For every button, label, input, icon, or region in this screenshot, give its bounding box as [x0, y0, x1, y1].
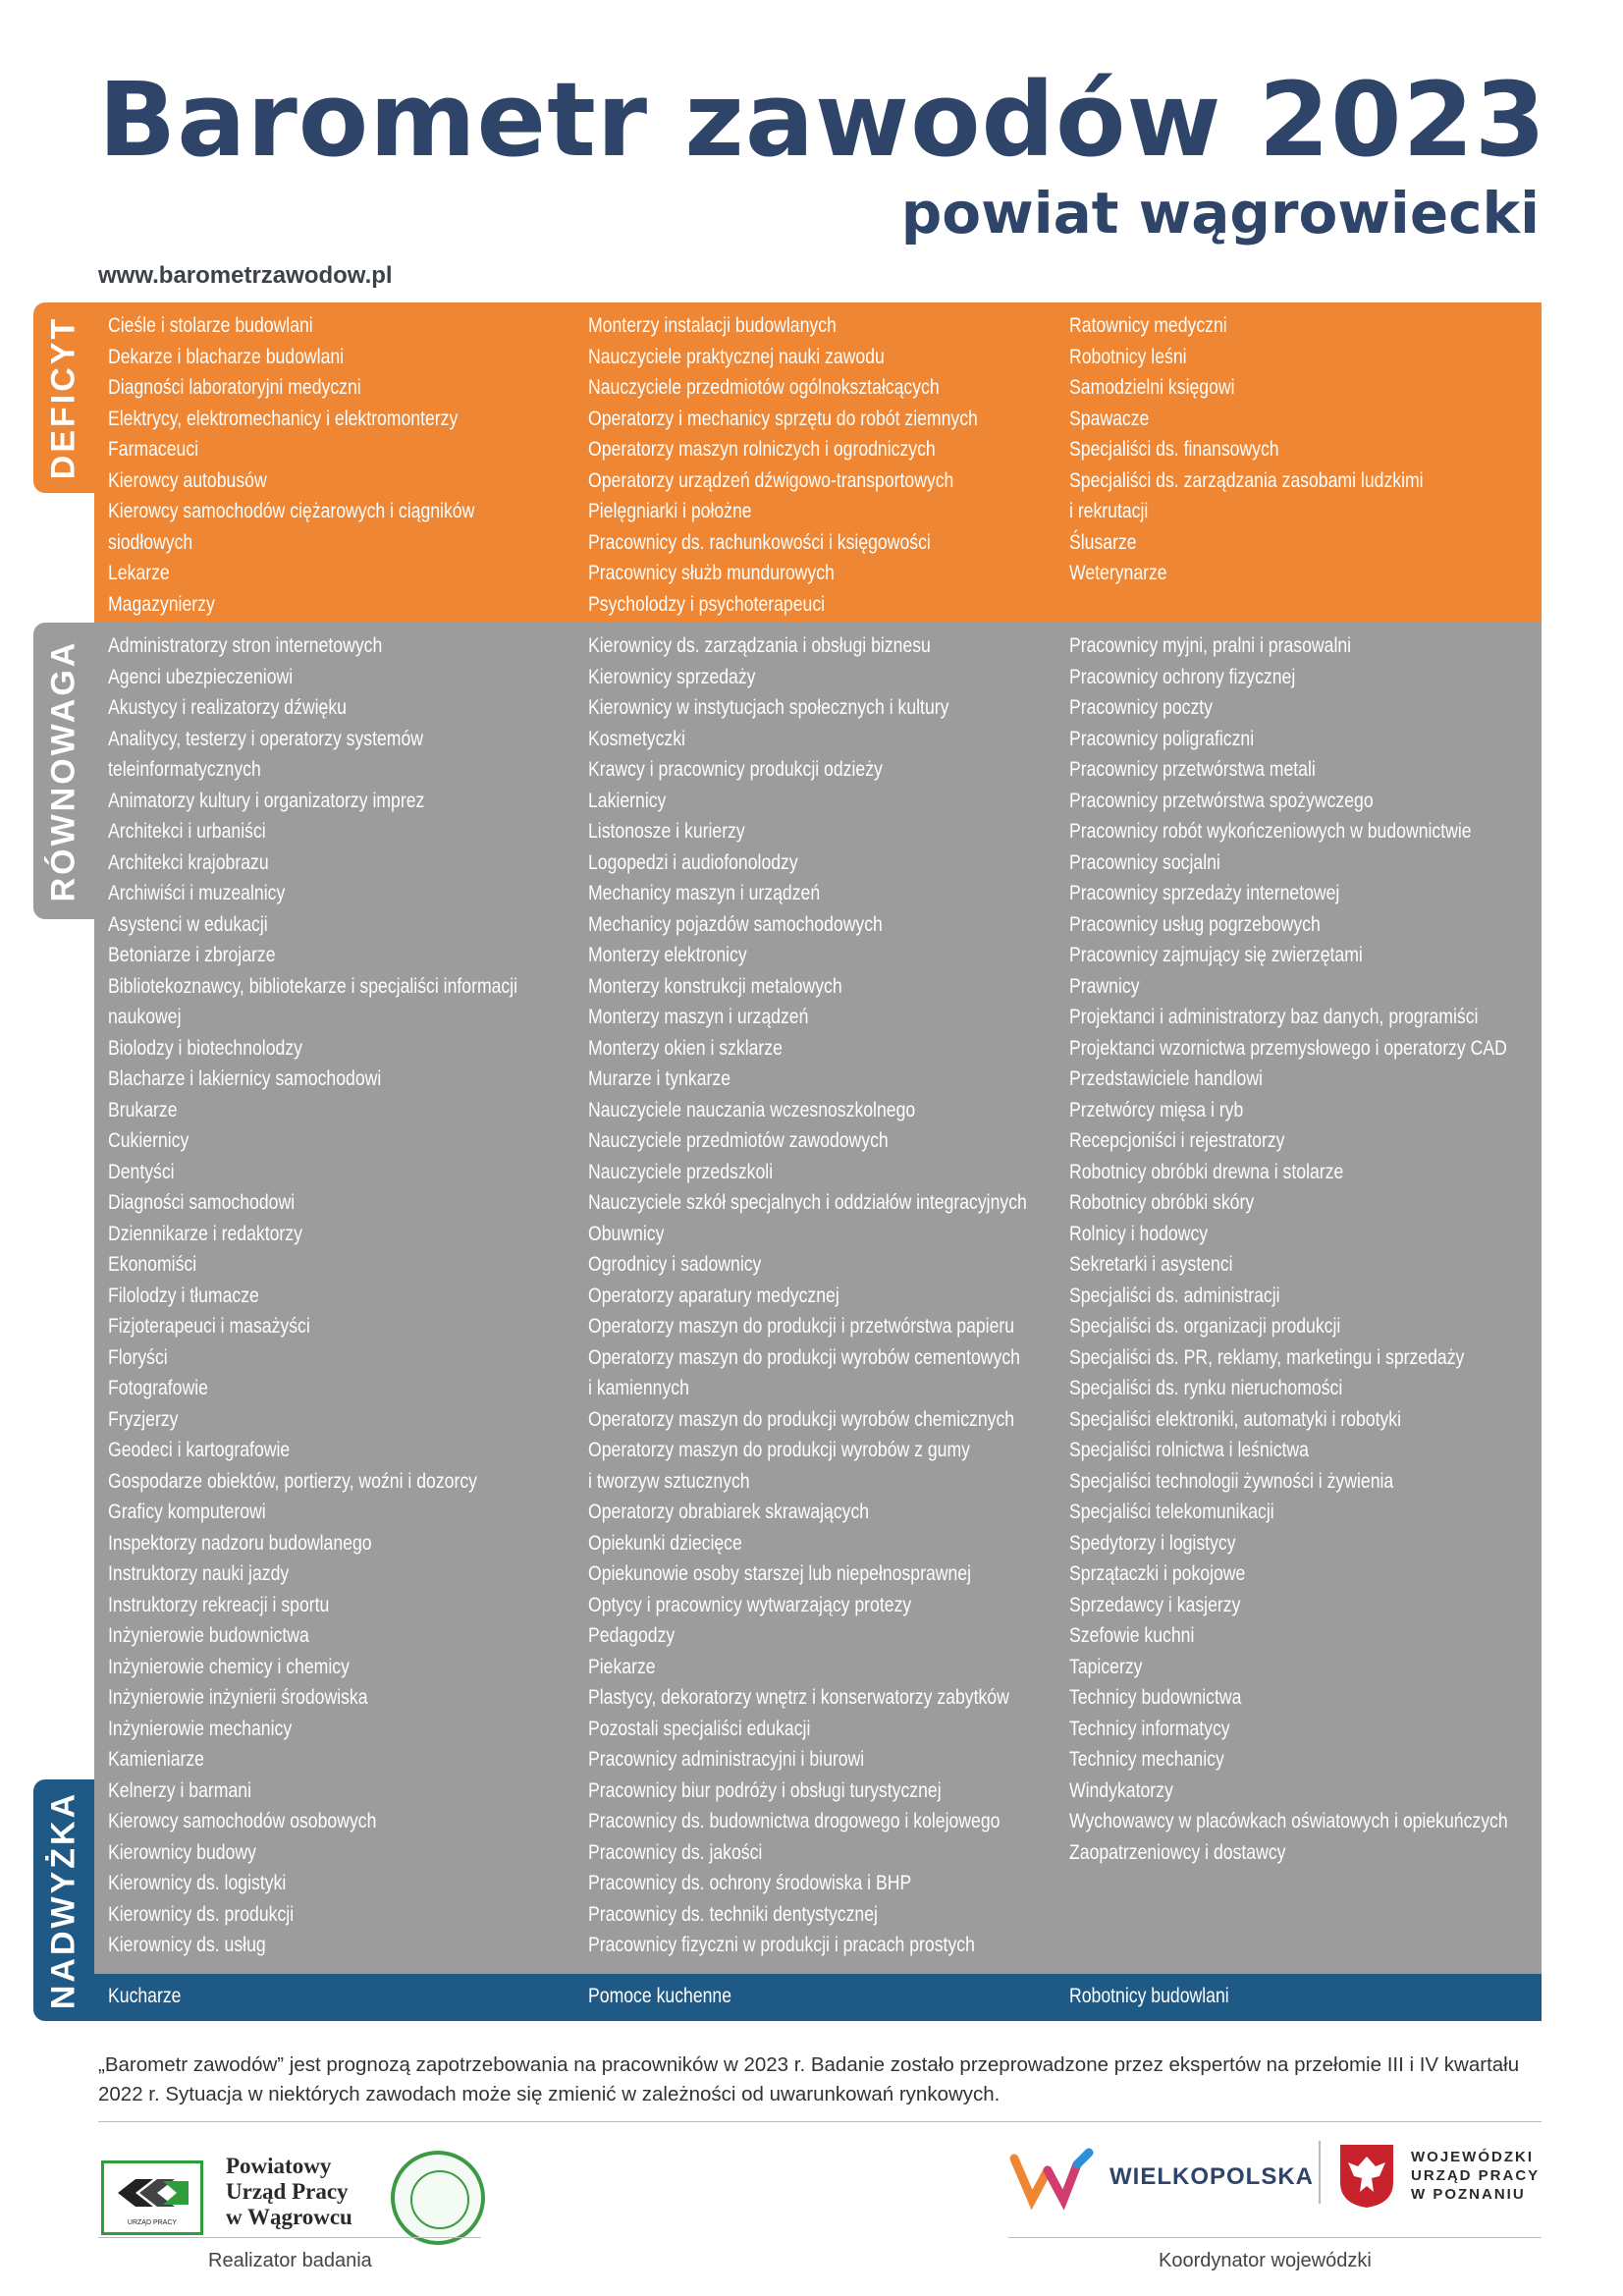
occupation-item: Monterzy konstrukcji metalowych — [588, 973, 842, 998]
deficyt-column-3 — [1069, 310, 1501, 589]
occupation-item: Operatorzy maszyn do produkcji wyrobów z gumy — [588, 1438, 971, 1461]
occupation-item: Bibliotekoznawcy, bibliotekarze i specjaliści informacji — [108, 973, 518, 998]
wup-name — [1411, 2148, 1540, 2204]
occupation-item: Kucharze — [108, 1984, 182, 2007]
pup-name-line-2: Urząd Pracy — [226, 2179, 349, 2204]
occupation-item: Pracownicy socjalni — [1069, 849, 1220, 874]
occupation-item: Operatorzy maszyn do produkcji wyrobów chemicznych — [588, 1406, 1015, 1431]
occupation-item: Operatorzy urządzeń dźwigowo-transportowych — [588, 467, 954, 492]
occupation-item: Brukarze — [108, 1097, 178, 1121]
nadwyzka-section — [94, 1974, 1542, 2021]
occupation-item: Pracownicy biur podróży i obsługi turystycznej — [588, 1777, 942, 1802]
occupation-item: Architekci i urbaniści — [108, 819, 266, 843]
nadwyzka-column-2 — [588, 1981, 763, 2012]
occupation-item: Monterzy maszyn i urządzeń — [588, 1005, 809, 1028]
eagle-emblem-icon — [1338, 2143, 1395, 2210]
occupation-item: Specjaliści ds. administracji — [1069, 1283, 1280, 1307]
occupation-item: Monterzy instalacji budowlanych — [588, 313, 837, 337]
occupation-item: Kierownicy sprzedaży — [588, 664, 756, 688]
occupation-item: Pracownicy usług pogrzebowych — [1069, 911, 1321, 936]
occupation-item: i kamiennych — [588, 1376, 689, 1399]
pup-logo — [101, 2160, 203, 2235]
occupation-item: Pracownicy fizyczni w produkcji i pracach prostych — [588, 1933, 975, 1956]
occupation-item: Specjaliści elektroniki, automatyki i robotyki — [1069, 1406, 1402, 1431]
occupation-item: Prawnicy — [1069, 973, 1140, 998]
rownowaga-section — [94, 623, 1542, 1974]
occupation-item: Inżynierowie inżynierii środowiska — [108, 1685, 368, 1709]
occupation-item: Fizjoterapeuci i masażyści — [108, 1314, 310, 1338]
occupation-item: Operatorzy maszyn rolniczych i ogrodniczych — [588, 437, 936, 461]
occupation-item: Operatorzy aparatury medycznej — [588, 1283, 839, 1307]
occupation-item: Przetwórcy mięsa i ryb — [1069, 1097, 1244, 1121]
occupation-item: teleinformatycznych — [108, 757, 261, 781]
website-url[interactable]: www.barometrzawodow.pl — [98, 262, 393, 289]
occupation-item: Geodeci i kartografowie — [108, 1438, 291, 1461]
occupation-item: Nauczyciele nauczania wczesnoszkolnego — [588, 1097, 916, 1121]
page-subtitle: powiat wągrowiecki — [900, 180, 1540, 246]
occupation-item: Dziennikarze i redaktorzy — [108, 1221, 302, 1245]
occupation-item: Fotografowie — [108, 1376, 208, 1399]
occupation-item: Inspektorzy nadzoru budowlanego — [108, 1530, 372, 1555]
occupation-item: Pracownicy robót wykończeniowych w budownictwie — [1069, 819, 1472, 843]
occupation-item: Specjaliści ds. zarządzania zasobami ludzkimi — [1069, 467, 1424, 492]
occupation-item: Nauczyciele przedmiotów zawodowych — [588, 1128, 889, 1152]
occupation-item: Pracownicy poczty — [1069, 695, 1213, 719]
occupation-item: Diagności samochodowi — [108, 1190, 296, 1214]
occupation-item: Ratownicy medyczni — [1069, 313, 1227, 337]
rownowaga-column-1 — [108, 630, 608, 1961]
occupation-item: Optycy i pracownicy wytwarzający protezy — [588, 1592, 912, 1616]
wup-name-line-2: URZĄD PRACY — [1411, 2167, 1541, 2184]
occupation-item: Kierownicy ds. usług — [108, 1933, 266, 1956]
occupation-item: Wychowawcy w placówkach oświatowych i opiekuńczych — [1069, 1809, 1508, 1832]
occupation-item: Sekretarki i asystenci — [1069, 1252, 1233, 1276]
occupation-item: Pracownicy myjni, pralni i prasowalni — [1069, 633, 1352, 657]
occupation-item: Projektanci wzornictwa przemysłowego i operatorzy CAD — [1069, 1035, 1507, 1060]
occupation-item: Technicy budownictwa — [1069, 1685, 1242, 1709]
occupation-item: Pracownicy ochrony fizycznej — [1069, 664, 1296, 688]
occupation-item: Obuwnicy — [588, 1221, 665, 1245]
occupation-item: Pracownicy administracyjni i biurowi — [588, 1747, 865, 1771]
occupation-item: Kierownicy budowy — [108, 1839, 256, 1864]
occupation-item: Betoniarze i zbrojarze — [108, 943, 276, 966]
occupation-item: Kierowcy samochodów ciężarowych i ciągników — [108, 499, 475, 522]
occupation-item: Agenci ubezpieczeniowi — [108, 664, 294, 688]
occupation-item: Dentyści — [108, 1159, 175, 1183]
occupation-item: Fryzjerzy — [108, 1406, 179, 1431]
pup-name-line-1: Powiatowy — [226, 2154, 332, 2178]
nadwyzka-column-3 — [1069, 1981, 1264, 2012]
occupation-item: Opiekunowie osoby starszej lub niepełnosprawnej — [588, 1561, 972, 1585]
occupation-item: Spawacze — [1069, 406, 1150, 430]
occupation-item: Piekarze — [588, 1654, 656, 1678]
nadwyzka-column-1 — [108, 1981, 197, 2012]
occupation-item: Pracownicy poligraficzni — [1069, 726, 1255, 750]
pup-name-line-3: w Wągrowcu — [226, 2205, 352, 2229]
occupation-item: Szefowie kuchni — [1069, 1623, 1195, 1647]
occupation-item: Monterzy elektronicy — [588, 943, 747, 966]
occupation-item: Pracownicy ds. rachunkowości i księgowości — [588, 529, 931, 554]
occupation-item: Ślusarze — [1069, 529, 1137, 554]
occupation-item: Technicy mechanicy — [1069, 1747, 1224, 1771]
occupation-item: Pielęgniarki i położne — [588, 499, 752, 522]
occupation-item: Nauczyciele praktycznej nauki zawodu — [588, 344, 885, 368]
occupation-item: Specjaliści ds. finansowych — [1069, 437, 1279, 461]
occupation-item: Nauczyciele przedszkoli — [588, 1159, 774, 1183]
wielkopolska-wordmark: WIELKOPOLSKA — [1109, 2163, 1314, 2190]
occupation-item: Weterynarze — [1069, 561, 1167, 584]
pup-logo-mark-icon — [114, 2175, 192, 2211]
occupation-item: Specjaliści telekomunikacji — [1069, 1500, 1274, 1523]
occupation-item: Psycholodzy i psychoterapeuci — [588, 591, 826, 616]
occupation-item: Pracownicy służb mundurowych — [588, 561, 835, 584]
rownowaga-column-3 — [1069, 630, 1604, 1868]
occupation-item: Pracownicy sprzedaży internetowej — [1069, 881, 1340, 904]
occupation-item: Recepcjoniści i rejestratorzy — [1069, 1128, 1285, 1152]
occupation-item: Floryści — [108, 1344, 168, 1369]
occupation-item: Pracownicy ds. ochrony środowiska i BHP — [588, 1871, 912, 1894]
occupation-item: Instruktorzy rekreacji i sportu — [108, 1592, 330, 1616]
occupation-item: Pracownicy przetwórstwa metali — [1069, 757, 1316, 781]
occupation-item: Archiwiści i muzealnicy — [108, 881, 286, 904]
category-tag-deficyt: DEFICYT — [33, 302, 94, 493]
occupation-item: Samodzielni księgowi — [1069, 375, 1235, 399]
occupation-item: Asystenci w edukacji — [108, 911, 268, 936]
divider — [98, 2121, 1542, 2122]
occupation-item: Murarze i tynkarze — [588, 1066, 731, 1090]
occupation-item: Pracownicy ds. techniki dentystycznej — [588, 1901, 878, 1926]
occupation-item: Kosmetyczki — [588, 726, 685, 750]
occupation-item: Operatorzy maszyn do produkcji i przetwórstwa papieru — [588, 1314, 1015, 1338]
occupation-item: Plastycy, dekoratorzy wnętrz i konserwatorzy zabytków — [588, 1685, 1009, 1709]
occupation-item: Listonosze i kurierzy — [588, 819, 745, 843]
occupation-item: Farmaceuci — [108, 437, 199, 461]
pup-logo-caption: URZĄD PRACY — [127, 2219, 178, 2226]
occupation-item: Graficy komputerowi — [108, 1500, 266, 1523]
occupation-item: Inżynierowie budownictwa — [108, 1623, 309, 1647]
occupation-item: Robotnicy obróbki skóry — [1069, 1190, 1255, 1214]
occupation-item: Operatorzy obrabiarek skrawających — [588, 1500, 870, 1523]
occupation-item: Specjaliści technologii żywności i żywienia — [1069, 1468, 1394, 1493]
occupation-item: Kierowcy samochodów osobowych — [108, 1809, 377, 1832]
logo-separator — [1319, 2141, 1321, 2204]
occupation-item: Mechanicy maszyn i urządzeń — [588, 881, 821, 904]
occupation-item: Kierownicy ds. produkcji — [108, 1901, 295, 1926]
occupation-item: Monterzy okien i szklarze — [588, 1035, 783, 1060]
occupation-item: Kierownicy ds. zarządzania i obsługi biznesu — [588, 633, 931, 657]
occupation-item: Krawcy i pracownicy produkcji odzieży — [588, 757, 883, 781]
occupation-item: Technicy informatycy — [1069, 1716, 1230, 1740]
occupation-item: Sprzedawcy i kasjerzy — [1069, 1592, 1241, 1616]
right-label-rule — [1008, 2237, 1542, 2238]
occupation-item: Opiekunki dziecięce — [588, 1530, 742, 1555]
pup-name — [226, 2154, 352, 2230]
wup-name-line-1: WOJEWÓDZKI — [1411, 2149, 1534, 2165]
left-label-rule — [98, 2237, 481, 2238]
occupation-item: Operatorzy maszyn do produkcji wyrobów cementowych — [588, 1344, 1020, 1369]
occupation-item: Kierownicy w instytucjach społecznych i kultury — [588, 695, 949, 719]
occupation-item: i rekrutacji — [1069, 499, 1149, 522]
occupation-item: Pozostali specjaliści edukacji — [588, 1716, 811, 1740]
category-tag-rownowaga: RÓWNOWAGA — [33, 623, 94, 919]
occupation-item: Ogrodnicy i sadownicy — [588, 1252, 762, 1276]
deficyt-section — [94, 302, 1542, 623]
occupation-item: Sprzątaczki i pokojowe — [1069, 1561, 1246, 1585]
occupation-item: Gospodarze obiektów, portierzy, woźni i dozorcy — [108, 1468, 477, 1493]
occupation-item: Magazynierzy — [108, 591, 215, 616]
occupation-item: Akustycy i realizatorzy dźwięku — [108, 695, 347, 719]
occupation-item: Kierownicy ds. logistyki — [108, 1871, 287, 1894]
occupation-item: Specjaliści ds. organizacji produkcji — [1069, 1314, 1341, 1338]
deficyt-column-2 — [588, 310, 1063, 620]
occupation-item: Ekonomiści — [108, 1252, 197, 1276]
occupation-item: naukowej — [108, 1005, 182, 1028]
occupation-item: Pracownicy ds. jakości — [588, 1839, 763, 1864]
occupation-item: Elektrycy, elektromechanicy i elektromonterzy — [108, 406, 459, 430]
occupation-item: Cukiernicy — [108, 1128, 189, 1152]
occupation-item: Projektanci i administratorzy baz danych, programiści — [1069, 1005, 1479, 1028]
occupation-item: Przedstawiciele handlowi — [1069, 1066, 1263, 1090]
occupation-item: Windykatorzy — [1069, 1777, 1173, 1802]
footnote: „Barometr zawodów” jest prognozą zapotrzebowania na pracowników w 2023 r. Badanie zostało przeprowadzone przez ekspertów na przełomie III i IV kwartału 2022 r. Sytuacja w niektórych zawodach może się zmienić w zależności od uwarunkowań rynkowych. — [98, 2053, 1520, 2105]
wagrowiec-seal-icon — [391, 2151, 485, 2245]
occupation-item: Pracownicy zajmujący się zwierzętami — [1069, 943, 1363, 966]
occupation-item: Kelnerzy i barmani — [108, 1777, 251, 1802]
wup-name-line-3: W POZNANIU — [1411, 2186, 1526, 2203]
occupation-item: Instruktorzy nauki jazdy — [108, 1561, 290, 1585]
occupation-item: Kierowcy autobusów — [108, 467, 267, 492]
occupation-item: Operatorzy i mechanicy sprzętu do robót ziemnych — [588, 406, 978, 430]
occupation-item: Lekarze — [108, 561, 170, 584]
occupation-item: Pomoce kuchenne — [588, 1984, 732, 2007]
occupation-item: Lakiernicy — [588, 788, 667, 812]
occupation-item: Administratorzy stron internetowych — [108, 633, 383, 657]
occupation-item: Biolodzy i biotechnolodzy — [108, 1035, 302, 1060]
occupation-item: Analitycy, testerzy i operatorzy systemów — [108, 726, 424, 750]
page-title: Barometr zawodów 2023 — [98, 60, 1547, 180]
occupation-item: Inżynierowie mechanicy — [108, 1716, 293, 1740]
occupation-item: Specjaliści ds. rynku nieruchomości — [1069, 1376, 1343, 1399]
occupation-item: Mechanicy pojazdów samochodowych — [588, 911, 883, 936]
occupation-item: Spedytorzy i logistycy — [1069, 1530, 1236, 1555]
occupation-item: Logopedzi i audiofonolodzy — [588, 849, 798, 874]
occupation-item: Dekarze i blacharze budowlani — [108, 344, 345, 368]
realizator-label: Realizator badania — [208, 2250, 372, 2271]
occupation-item: Cieśle i stolarze budowlani — [108, 313, 313, 337]
occupation-item: Tapicerzy — [1069, 1654, 1143, 1678]
deficyt-column-1 — [108, 310, 555, 620]
occupation-item: Robotnicy leśni — [1069, 344, 1187, 368]
category-tag-nadwyzka: NADWYŻKA — [33, 1779, 94, 2021]
occupation-item: Pedagodzy — [588, 1623, 676, 1647]
koordynator-label: Koordynator wojewódzki — [1159, 2250, 1372, 2271]
occupation-item: Robotnicy obróbki drewna i stolarze — [1069, 1159, 1344, 1183]
occupation-item: Filolodzy i tłumacze — [108, 1283, 259, 1307]
occupation-item: Blacharze i lakiernicy samochodowi — [108, 1066, 382, 1090]
occupation-item: Pracownicy przetwórstwa spożywczego — [1069, 788, 1374, 812]
rownowaga-column-2 — [588, 630, 1123, 1961]
occupation-item: Zaopatrzeniowcy i dostawcy — [1069, 1839, 1286, 1864]
occupation-item: Nauczyciele szkół specjalnych i oddziałów integracyjnych — [588, 1190, 1027, 1214]
occupation-item: Inżynierowie chemicy i chemicy — [108, 1654, 350, 1678]
occupation-item: Kamieniarze — [108, 1747, 204, 1771]
occupation-item: Diagności laboratoryjni medyczni — [108, 375, 361, 399]
occupation-item: Rolnicy i hodowcy — [1069, 1221, 1209, 1245]
occupation-item: Pracownicy ds. budownictwa drogowego i kolejowego — [588, 1809, 1001, 1832]
occupation-item: Specjaliści rolnictwa i leśnictwa — [1069, 1438, 1309, 1461]
occupation-item: Robotnicy budowlani — [1069, 1984, 1229, 2007]
occupation-item: Animatorzy kultury i organizatorzy imprez — [108, 788, 425, 812]
occupation-item: i tworzyw sztucznych — [588, 1468, 750, 1493]
occupation-item: siodłowych — [108, 529, 193, 554]
occupation-item: Architekci krajobrazu — [108, 849, 269, 874]
occupation-item: Nauczyciele przedmiotów ogólnokształcących — [588, 375, 940, 399]
occupation-item: Specjaliści ds. PR, reklamy, marketingu i sprzedaży — [1069, 1344, 1465, 1369]
wielkopolska-logo-icon — [1008, 2145, 1097, 2214]
